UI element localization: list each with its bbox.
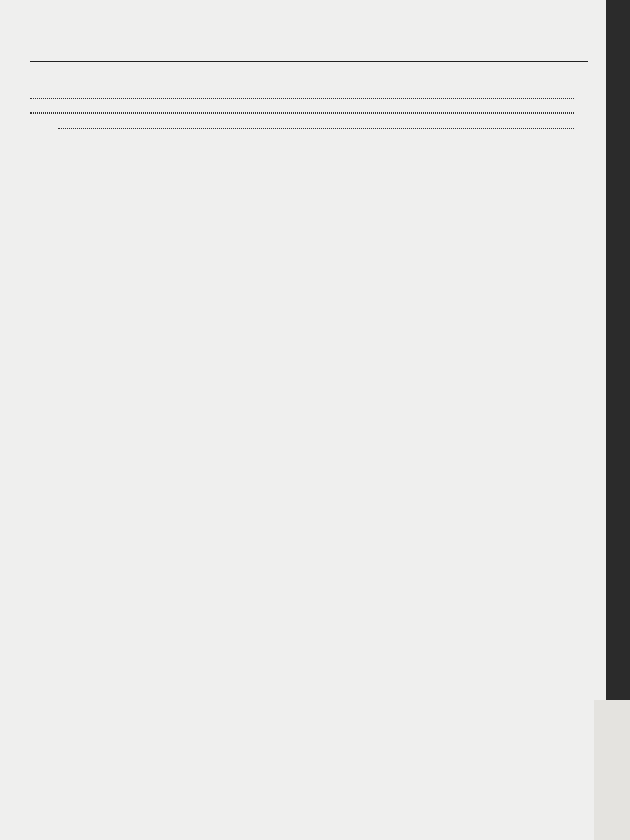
leader-dots <box>58 128 574 129</box>
leader-dots <box>30 98 574 99</box>
annex-a-entry <box>28 131 576 132</box>
page-header <box>0 0 606 62</box>
leader-dots <box>30 113 574 114</box>
adjacent-page-edge <box>594 700 630 840</box>
header-rule <box>30 61 588 62</box>
chapter-11-title-row <box>28 101 576 102</box>
annex-a-line2-row <box>56 131 576 132</box>
annex-a-text <box>56 131 576 132</box>
table-of-contents <box>28 88 576 145</box>
epilog-row <box>28 116 576 117</box>
